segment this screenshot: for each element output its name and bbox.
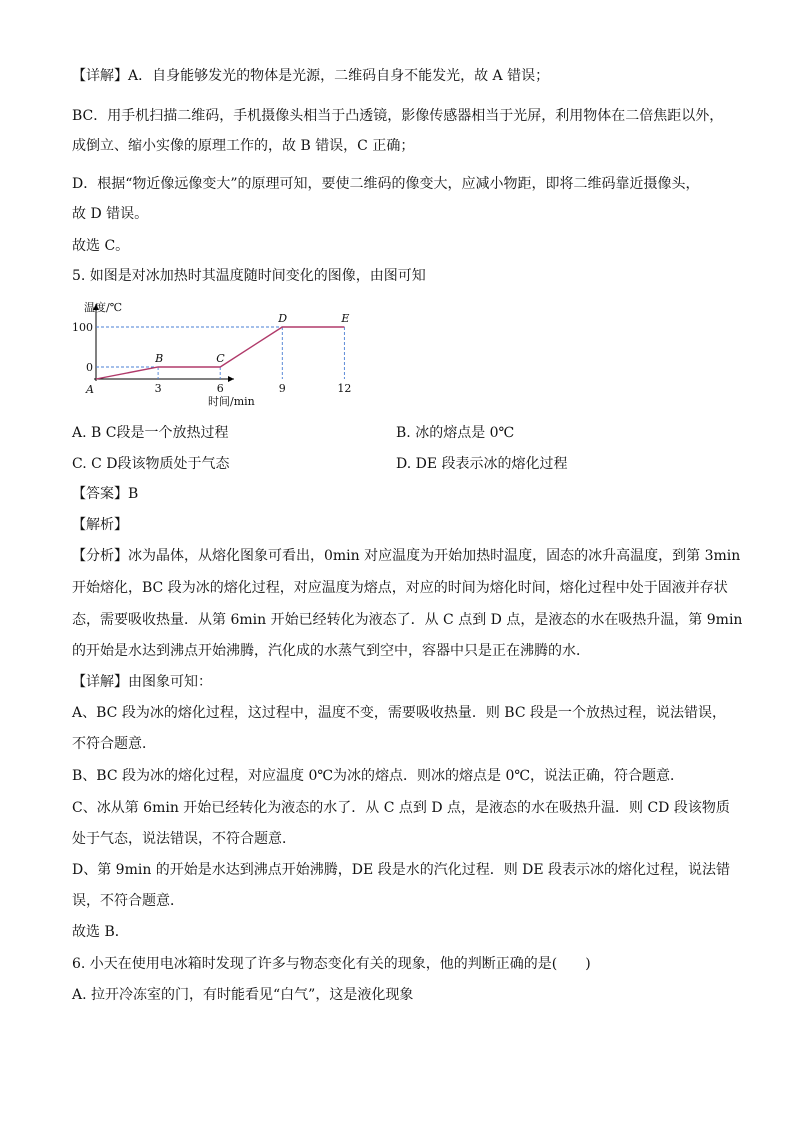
x-axis-arrow	[228, 376, 234, 382]
text-line: 误，不符合题意．	[72, 893, 184, 909]
x-tick-label: 9	[278, 382, 286, 395]
text-line: 故选 B．	[72, 924, 129, 940]
x-tick-label: 6	[216, 382, 224, 395]
text-line: 【分析】冰为晶体，从熔化图象可看出，0min 对应温度为开始加热时温度，固态的冰升高温度，到第 3min	[72, 548, 741, 564]
choice-d: D. DE 段表示冰的熔化过程	[396, 456, 568, 472]
question-6-stem: 6. 小天在使用电冰箱时发现了许多与物态变化有关的现象，他的判断正确的是( )	[72, 956, 591, 972]
text-line: 【详解】A．自身能够发光的物体是光源，二维码自身不能发光，故 A 错误；	[72, 68, 550, 84]
point-label-e: E	[341, 312, 350, 325]
text-line: 故选 C。	[72, 238, 130, 254]
text-line: D．根据“物近像远像变大”的原理可知，要使二维码的像变大，应减小物距，即将二维码靠近摄像头，	[72, 176, 700, 192]
point-label-b: B	[155, 352, 164, 365]
text-line: 的开始是水达到沸点开始沸腾，汽化成的水蒸气到空中，容器中只是正在沸腾的水．	[72, 643, 590, 659]
text-line: 成倒立、缩小实像的原理工作的，故 B 错误，C 正确；	[72, 138, 415, 154]
text-line: D、第 9min 的开始是水达到沸点开始沸腾，DE 段是水的汽化过程．则 DE 段表示冰的熔化过程，说法错	[72, 862, 731, 878]
y-tick-label: 0	[86, 361, 93, 374]
text-line: 不符合题意．	[72, 736, 156, 752]
answer-line: 【答案】B	[72, 486, 139, 502]
y-axis-label: 温度/℃	[84, 301, 123, 314]
text-line: A、BC 段为冰的熔化过程，这过程中，温度不变，需要吸收热量．则 BC 段是一个放热过程，说法错误，	[72, 705, 726, 721]
point-label-c: C	[216, 352, 225, 365]
choice-a: A. B C段是一个放热过程	[72, 425, 229, 441]
text-line: 开始熔化，BC 段为冰的熔化过程，对应温度为熔点，对应的时间为熔化时间，熔化过程中处于固液并存状	[72, 580, 728, 596]
analysis-heading: 【解析】	[72, 517, 128, 533]
choice-c: C. C D段该物质处于气态	[72, 456, 230, 472]
text-line: 【详解】由图象可知：	[72, 674, 212, 690]
point-label-a: A	[86, 383, 94, 396]
text-line: 态，需要吸收热量．从第 6min 开始已经转化为液态了．从 C 点到 D 点，是液态的水在吸热升温，第 9min	[72, 612, 743, 628]
choice-a: A. 拉开冷冻室的门，有时能看见“白气”，这是液化现象	[72, 987, 414, 1003]
text-line: 处于气态，说法错误，不符合题意．	[72, 831, 296, 847]
x-tick-label: 3	[154, 382, 162, 395]
x-axis-label: 时间/min	[208, 395, 255, 408]
text-line: BC．用手机扫描二维码，手机摄像头相当于凸透镜，影像传感器相当于光屏，利用物体在二倍焦距以外，	[72, 108, 724, 124]
text-line: C、冰从第 6min 开始已经转化为液态的水了．从 C 点到 D 点，是液态的水在吸热升温．则 CD 段该物质	[72, 800, 730, 816]
temperature-time-graph	[72, 296, 352, 412]
text-line: 故 D 错误。	[72, 206, 149, 222]
x-tick-label: 12	[337, 382, 352, 395]
text-line: B、BC 段为冰的熔化过程，对应温度 0℃为冰的熔点．则冰的熔点是 0℃，说法正确，符合题意．	[72, 768, 685, 784]
point-label-d: D	[278, 312, 288, 325]
question-5-stem: 5. 如图是对冰加热时其温度随时间变化的图像，由图可知	[72, 268, 426, 284]
y-tick-label: 100	[72, 321, 93, 334]
choice-b: B. 冰的熔点是 0℃	[396, 425, 515, 441]
